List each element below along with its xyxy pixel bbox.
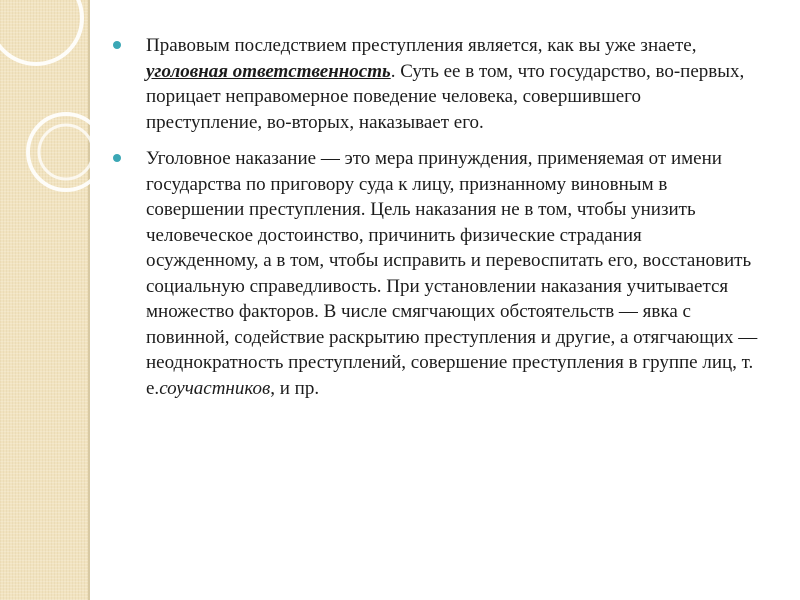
slide-body [108,33,758,412]
term-accomplices: соучастников [159,377,271,399]
paragraph-2-text: Уголовное наказание — это мера принуждения, применяемая от имени государства по приговору суда к лицу, признанному виновным в совершении преступления. Цель наказания не в том, чтобы унизить человеческое достоинство, причинить физические страдания осужденному, а в том, чтобы исправить и перевоспитать его, восстановить социальную справедливость. При установлении наказания учитывается множество факторов. В числе смягчающих обстоятельств — явка с повинной, содействие раскрытию преступления и другие, а отягчающих — неоднократность преступлений, совершение преступления в группе лиц, т. е. [146,148,758,399]
paragraph-1-text-end: . Суть ее в том, что государство, во-первых, порицает неправомерное поведение человека, совершившего преступление, во-вторых, наказывает его. [146,60,745,133]
term-criminal-liability: уголовная ответственность [146,60,391,82]
decorative-side-panel [0,0,90,600]
paragraph-1-text: Правовым последствием преступления является, как вы уже знаете, [146,35,697,56]
bullet-paragraph-2 [108,146,758,401]
bullet-paragraph-1 [108,33,758,135]
decorative-rings-icon [0,0,120,260]
bullet-icon [113,41,121,49]
paragraph-2-text-end: , и пр. [270,377,320,399]
bullet-icon [113,154,121,162]
